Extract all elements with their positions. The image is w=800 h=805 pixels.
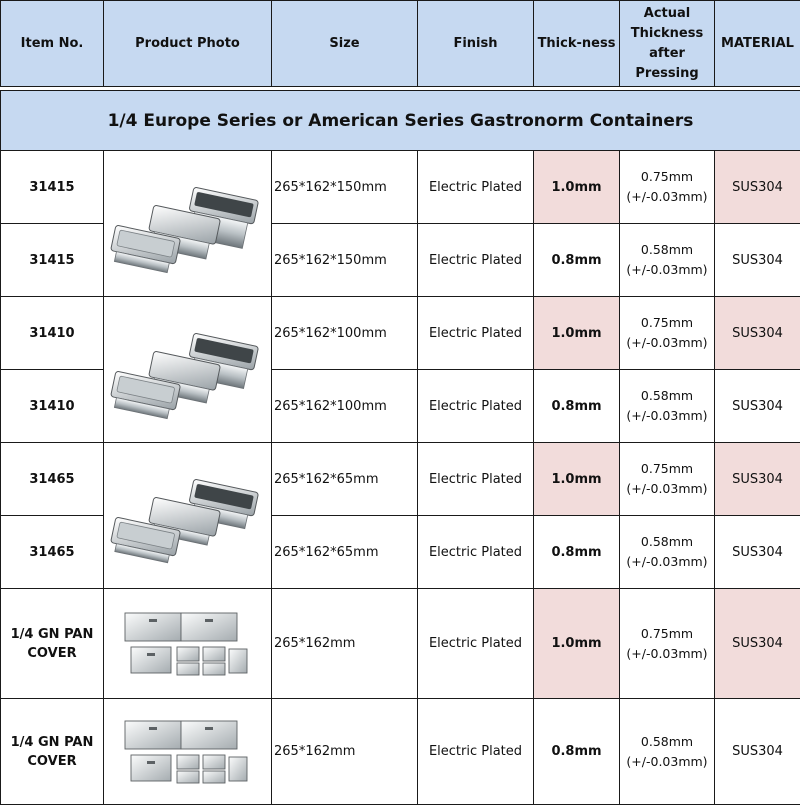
finish: Electric Plated bbox=[418, 443, 534, 516]
actual-thickness: 0.58mm (+/-0.03mm) bbox=[620, 516, 715, 589]
header-thickness: Thick-ness bbox=[534, 1, 620, 87]
header-size: Size bbox=[272, 1, 418, 87]
finish: Electric Plated bbox=[418, 297, 534, 370]
product-photo-covers bbox=[104, 589, 272, 699]
finish: Electric Plated bbox=[418, 370, 534, 443]
actual-thickness: 0.58mm (+/-0.03mm) bbox=[620, 699, 715, 805]
item-no: 1/4 GN PAN COVER bbox=[1, 699, 104, 805]
table-row bbox=[1, 297, 800, 370]
item-no: 31415 bbox=[1, 224, 104, 297]
thickness: 1.0mm bbox=[534, 589, 620, 699]
material: SUS304 bbox=[715, 589, 800, 699]
thickness: 1.0mm bbox=[534, 297, 620, 370]
material: SUS304 bbox=[715, 224, 800, 297]
product-photo-pans bbox=[104, 297, 272, 443]
item-no: 31465 bbox=[1, 443, 104, 516]
table-row bbox=[1, 589, 800, 699]
actual-thickness: 0.75mm (+/-0.03mm) bbox=[620, 443, 715, 516]
finish: Electric Plated bbox=[418, 589, 534, 699]
header-actual-thickness: Actual Thickness after Pressing bbox=[620, 1, 715, 87]
finish: Electric Plated bbox=[418, 516, 534, 589]
gastronorm-pans-image bbox=[110, 315, 266, 425]
material: SUS304 bbox=[715, 297, 800, 370]
size: 265*162mm bbox=[272, 589, 418, 699]
product-photo-pans bbox=[104, 443, 272, 589]
actual-thickness: 0.58mm (+/-0.03mm) bbox=[620, 224, 715, 297]
header-product-photo: Product Photo bbox=[104, 1, 272, 87]
finish: Electric Plated bbox=[418, 151, 534, 224]
header-material: MATERIAL bbox=[715, 1, 800, 87]
pan-covers-image bbox=[123, 717, 253, 787]
thickness: 0.8mm bbox=[534, 699, 620, 805]
size: 265*162*100mm bbox=[272, 370, 418, 443]
actual-thickness: 0.75mm (+/-0.03mm) bbox=[620, 151, 715, 224]
material: SUS304 bbox=[715, 151, 800, 224]
actual-thickness: 0.75mm (+/-0.03mm) bbox=[620, 297, 715, 370]
actual-thickness: 0.75mm (+/-0.03mm) bbox=[620, 589, 715, 699]
material: SUS304 bbox=[715, 370, 800, 443]
gastronorm-pans-image bbox=[110, 461, 266, 571]
item-no: 31415 bbox=[1, 151, 104, 224]
product-photo-covers bbox=[104, 699, 272, 805]
thickness: 1.0mm bbox=[534, 443, 620, 516]
finish: Electric Plated bbox=[418, 224, 534, 297]
size: 265*162*150mm bbox=[272, 151, 418, 224]
product-photo-pans bbox=[104, 151, 272, 297]
pan-covers-image bbox=[123, 609, 253, 679]
header-finish: Finish bbox=[418, 1, 534, 87]
size: 265*162*65mm bbox=[272, 516, 418, 589]
material: SUS304 bbox=[715, 443, 800, 516]
series-row bbox=[1, 91, 800, 151]
material: SUS304 bbox=[715, 516, 800, 589]
item-no: 31410 bbox=[1, 370, 104, 443]
thickness: 1.0mm bbox=[534, 151, 620, 224]
series-title: 1/4 Europe Series or American Series Gastronorm Containers bbox=[1, 91, 800, 151]
finish: Electric Plated bbox=[418, 699, 534, 805]
size: 265*162*100mm bbox=[272, 297, 418, 370]
thickness: 0.8mm bbox=[534, 516, 620, 589]
table-row bbox=[1, 699, 800, 805]
header-item-no: Item No. bbox=[1, 1, 104, 87]
size: 265*162*150mm bbox=[272, 224, 418, 297]
material: SUS304 bbox=[715, 699, 800, 805]
table-row bbox=[1, 443, 800, 516]
size: 265*162*65mm bbox=[272, 443, 418, 516]
gastronorm-pans-image bbox=[110, 169, 266, 279]
item-no: 1/4 GN PAN COVER bbox=[1, 589, 104, 699]
item-no: 31465 bbox=[1, 516, 104, 589]
header-row bbox=[1, 1, 800, 87]
actual-thickness: 0.58mm (+/-0.03mm) bbox=[620, 370, 715, 443]
thickness: 0.8mm bbox=[534, 224, 620, 297]
table-row bbox=[1, 151, 800, 224]
thickness: 0.8mm bbox=[534, 370, 620, 443]
size: 265*162mm bbox=[272, 699, 418, 805]
item-no: 31410 bbox=[1, 297, 104, 370]
